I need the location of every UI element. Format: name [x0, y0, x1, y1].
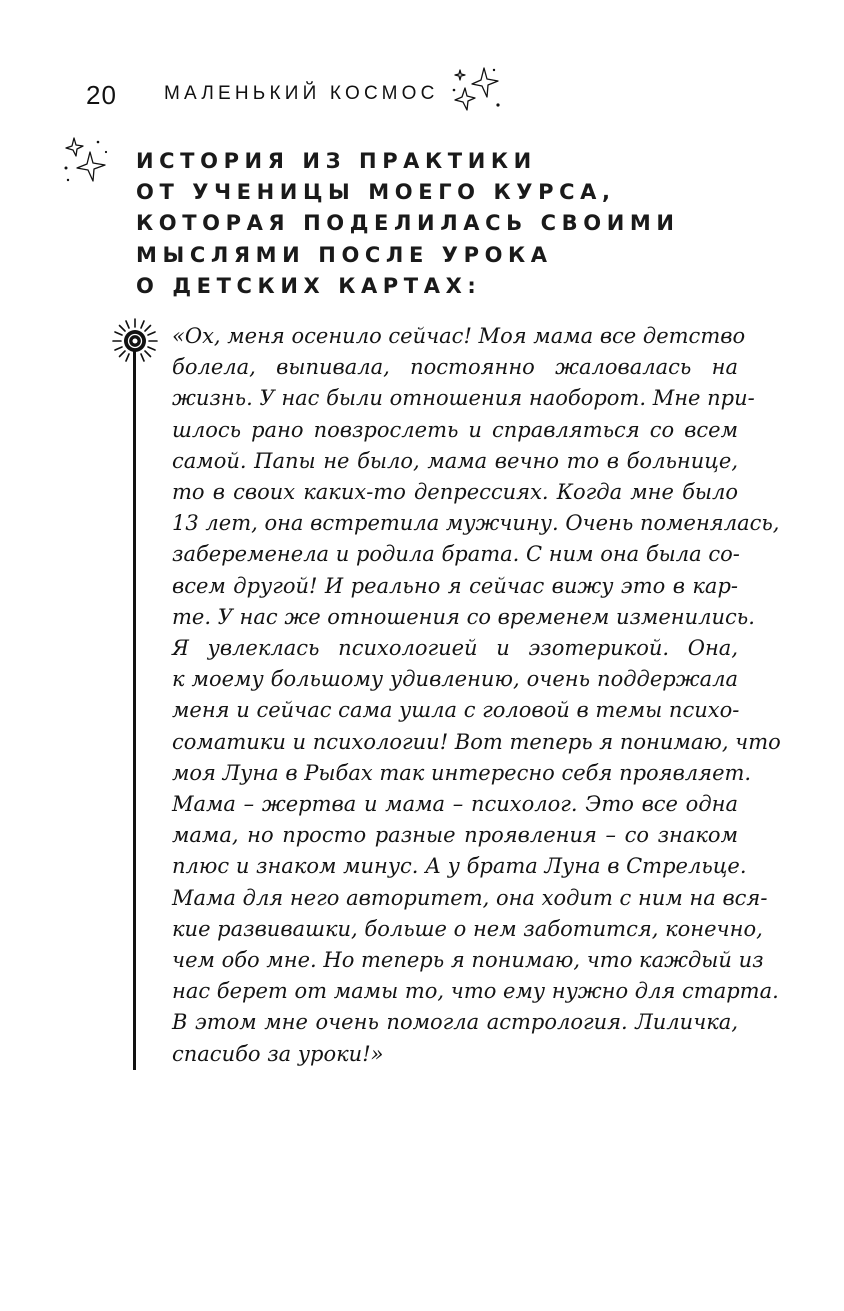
- quote-line: то в своих каких-то депрессиях. Когда мне было: [172, 480, 738, 505]
- quote-line: моя Луна в Рыбах так интересно себя проявляет.: [172, 760, 752, 785]
- running-title: МАЛЕНЬКИЙ КОСМОС: [164, 83, 439, 104]
- heading-line: МЫСЛЯМИ ПОСЛЕ УРОКА: [136, 242, 553, 267]
- quote-line: всем другой! И реально я сейчас вижу это в кар-: [172, 573, 738, 598]
- quote-line: Мама – жертва и мама – психолог. Это все одна: [172, 792, 738, 817]
- quote-line: спасибо за уроки!»: [172, 1041, 384, 1066]
- quote-line: меня и сейчас сама ушла с головой в темы психо-: [172, 698, 740, 723]
- heading-line: ОТ УЧЕНИЦЫ МОЕГО КУРСА,: [136, 180, 616, 205]
- quote-line: Мама для него авторитет, она ходит с ним на вся-: [172, 885, 768, 910]
- quote-rule: [133, 350, 136, 1070]
- quote-line: «Ох, меня осенило сейчас! Моя мама все детство: [172, 324, 746, 348]
- heading-line: ИСТОРИЯ ИЗ ПРАКТИКИ: [136, 149, 537, 173]
- quote-line: шлось рано повзрослеть и справляться со всем: [172, 417, 738, 442]
- quote-line: чем обо мне. Но теперь я понимаю, что каждый из: [172, 948, 764, 973]
- sparkle-stars-icon: [448, 64, 504, 116]
- quote-line: мама, но просто разные проявления – со знаком: [172, 823, 738, 848]
- quote-line: к моему большому удивлению, очень поддержала: [172, 667, 738, 692]
- quote-line: В этом мне очень помогла астрология. Лиличка,: [172, 1010, 738, 1035]
- sparkle-stars-icon: [60, 136, 112, 186]
- quote-line: жизнь. У нас были отношения наоборот. Мне при-: [172, 386, 755, 411]
- heading-line: О ДЕТСКИХ КАРТАХ:: [136, 273, 482, 298]
- page-number: 20: [86, 80, 117, 110]
- section-heading: [136, 146, 776, 302]
- quote-line: 13 лет, она встретила мужчину. Очень поменялась,: [172, 511, 780, 536]
- quote-line: те. У нас же отношения со временем изменились.: [172, 604, 755, 629]
- quote-body: [172, 321, 781, 1070]
- quote-line: соматики и психологии! Вот теперь я понимаю, что: [172, 729, 781, 754]
- quote-line: кие развивашки, больше о нем заботится, конечно,: [172, 916, 763, 941]
- quote-line: самой. Папы не было, мама вечно то в больнице,: [172, 448, 738, 473]
- quote-line: нас берет от мамы то, что ему нужно для старта.: [172, 979, 779, 1004]
- quote-line: забеременела и родила брата. С ним она была со-: [172, 542, 740, 567]
- quote-line: плюс и знаком минус. А у брата Луна в Стрельце.: [172, 854, 747, 879]
- quote-line: болела, выпивала, постоянно жаловалась на: [172, 355, 738, 380]
- heading-line: КОТОРАЯ ПОДЕЛИЛАСЬ СВОИМИ: [136, 211, 680, 236]
- quote-line: Я увлеклась психологией и эзотерикой. Она,: [172, 636, 738, 661]
